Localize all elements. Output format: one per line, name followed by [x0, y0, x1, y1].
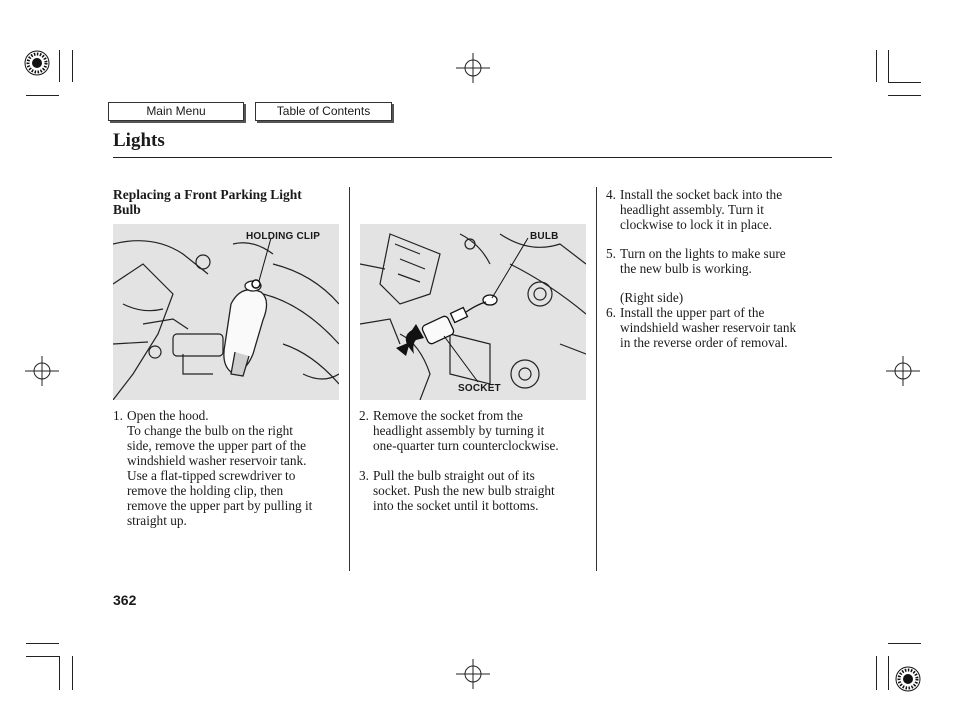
step-text-line: into the socket until it bottoms.: [373, 498, 539, 513]
step-number: 4.: [606, 187, 616, 202]
step-6: [606, 305, 796, 350]
step-text-line: remove the holding clip, then: [127, 483, 284, 498]
section-heading-line: Replacing a Front Parking Light: [113, 187, 302, 202]
step-text-line: Remove the socket from the: [373, 408, 523, 423]
step-number: 6.: [606, 305, 616, 320]
step-text-line: Install the socket back into the: [620, 187, 783, 202]
step-text-line: Install the upper part of the: [620, 305, 765, 320]
right-side-note: [606, 290, 683, 305]
step-text-line: Turn on the lights to make sure: [620, 246, 786, 261]
step-text-line: clockwise to lock it in place.: [620, 217, 773, 232]
column-divider-2: [596, 187, 597, 571]
step-text-line: headlight assembly. Turn it: [620, 202, 764, 217]
step-text-line: headlight assembly by turning it: [373, 423, 545, 438]
step-text-line: in the reverse order of removal.: [620, 335, 788, 350]
socket-label: SOCKET: [458, 383, 501, 394]
step-number: 3.: [359, 468, 369, 483]
bulb-socket-illustration: [360, 224, 586, 400]
step-number: 2.: [359, 408, 369, 423]
step-text-line: socket. Push the new bulb straight: [373, 483, 555, 498]
holding-clip-label: HOLDING CLIP: [246, 231, 321, 242]
step-number: 5.: [606, 246, 616, 261]
step-text-line: Open the hood.: [127, 408, 209, 423]
step-number: 1.: [113, 408, 123, 423]
step-3: [359, 468, 555, 513]
color-target-top-left: [24, 50, 50, 76]
registration-mark-bottom: [456, 659, 490, 689]
step-text-line: To change the bulb on the right: [127, 423, 293, 438]
color-target-bottom-right: [895, 666, 921, 692]
note-text: (Right side): [620, 290, 684, 305]
step-text-line: the new bulb is working.: [620, 261, 752, 276]
step-4: [606, 187, 782, 232]
bulb-label: BULB: [530, 231, 559, 242]
title-rule: [113, 157, 832, 158]
step-text-line: Pull the bulb straight out of its: [373, 468, 535, 483]
column-divider-1: [349, 187, 350, 571]
main-menu-button[interactable]: Main Menu: [108, 102, 244, 121]
registration-mark-left: [25, 356, 59, 386]
section-heading: [113, 187, 343, 217]
step-text-line: straight up.: [127, 513, 187, 528]
engine-bay-right-drawing: [360, 224, 586, 400]
engine-bay-left-drawing: [113, 224, 339, 400]
step-text-line: remove the upper part by pulling it: [127, 498, 313, 513]
step-text-line: side, remove the upper part of the: [127, 438, 307, 453]
registration-mark-top: [456, 53, 490, 83]
step-text-line: windshield washer reservoir tank: [620, 320, 797, 335]
step-text-line: one-quarter turn counterclockwise.: [373, 438, 559, 453]
page-title: Lights: [113, 130, 165, 151]
step-2: [359, 408, 559, 453]
section-heading-line: Bulb: [113, 202, 141, 217]
page-number: 362: [113, 592, 137, 608]
step-5: [606, 246, 786, 276]
table-of-contents-button[interactable]: Table of Contents: [255, 102, 392, 121]
step-text-line: windshield washer reservoir tank.: [127, 453, 307, 468]
step-text-line: Use a flat-tipped screwdriver to: [127, 468, 296, 483]
registration-mark-right: [886, 356, 920, 386]
holding-clip-illustration: [113, 224, 339, 400]
step-1: [113, 408, 312, 528]
